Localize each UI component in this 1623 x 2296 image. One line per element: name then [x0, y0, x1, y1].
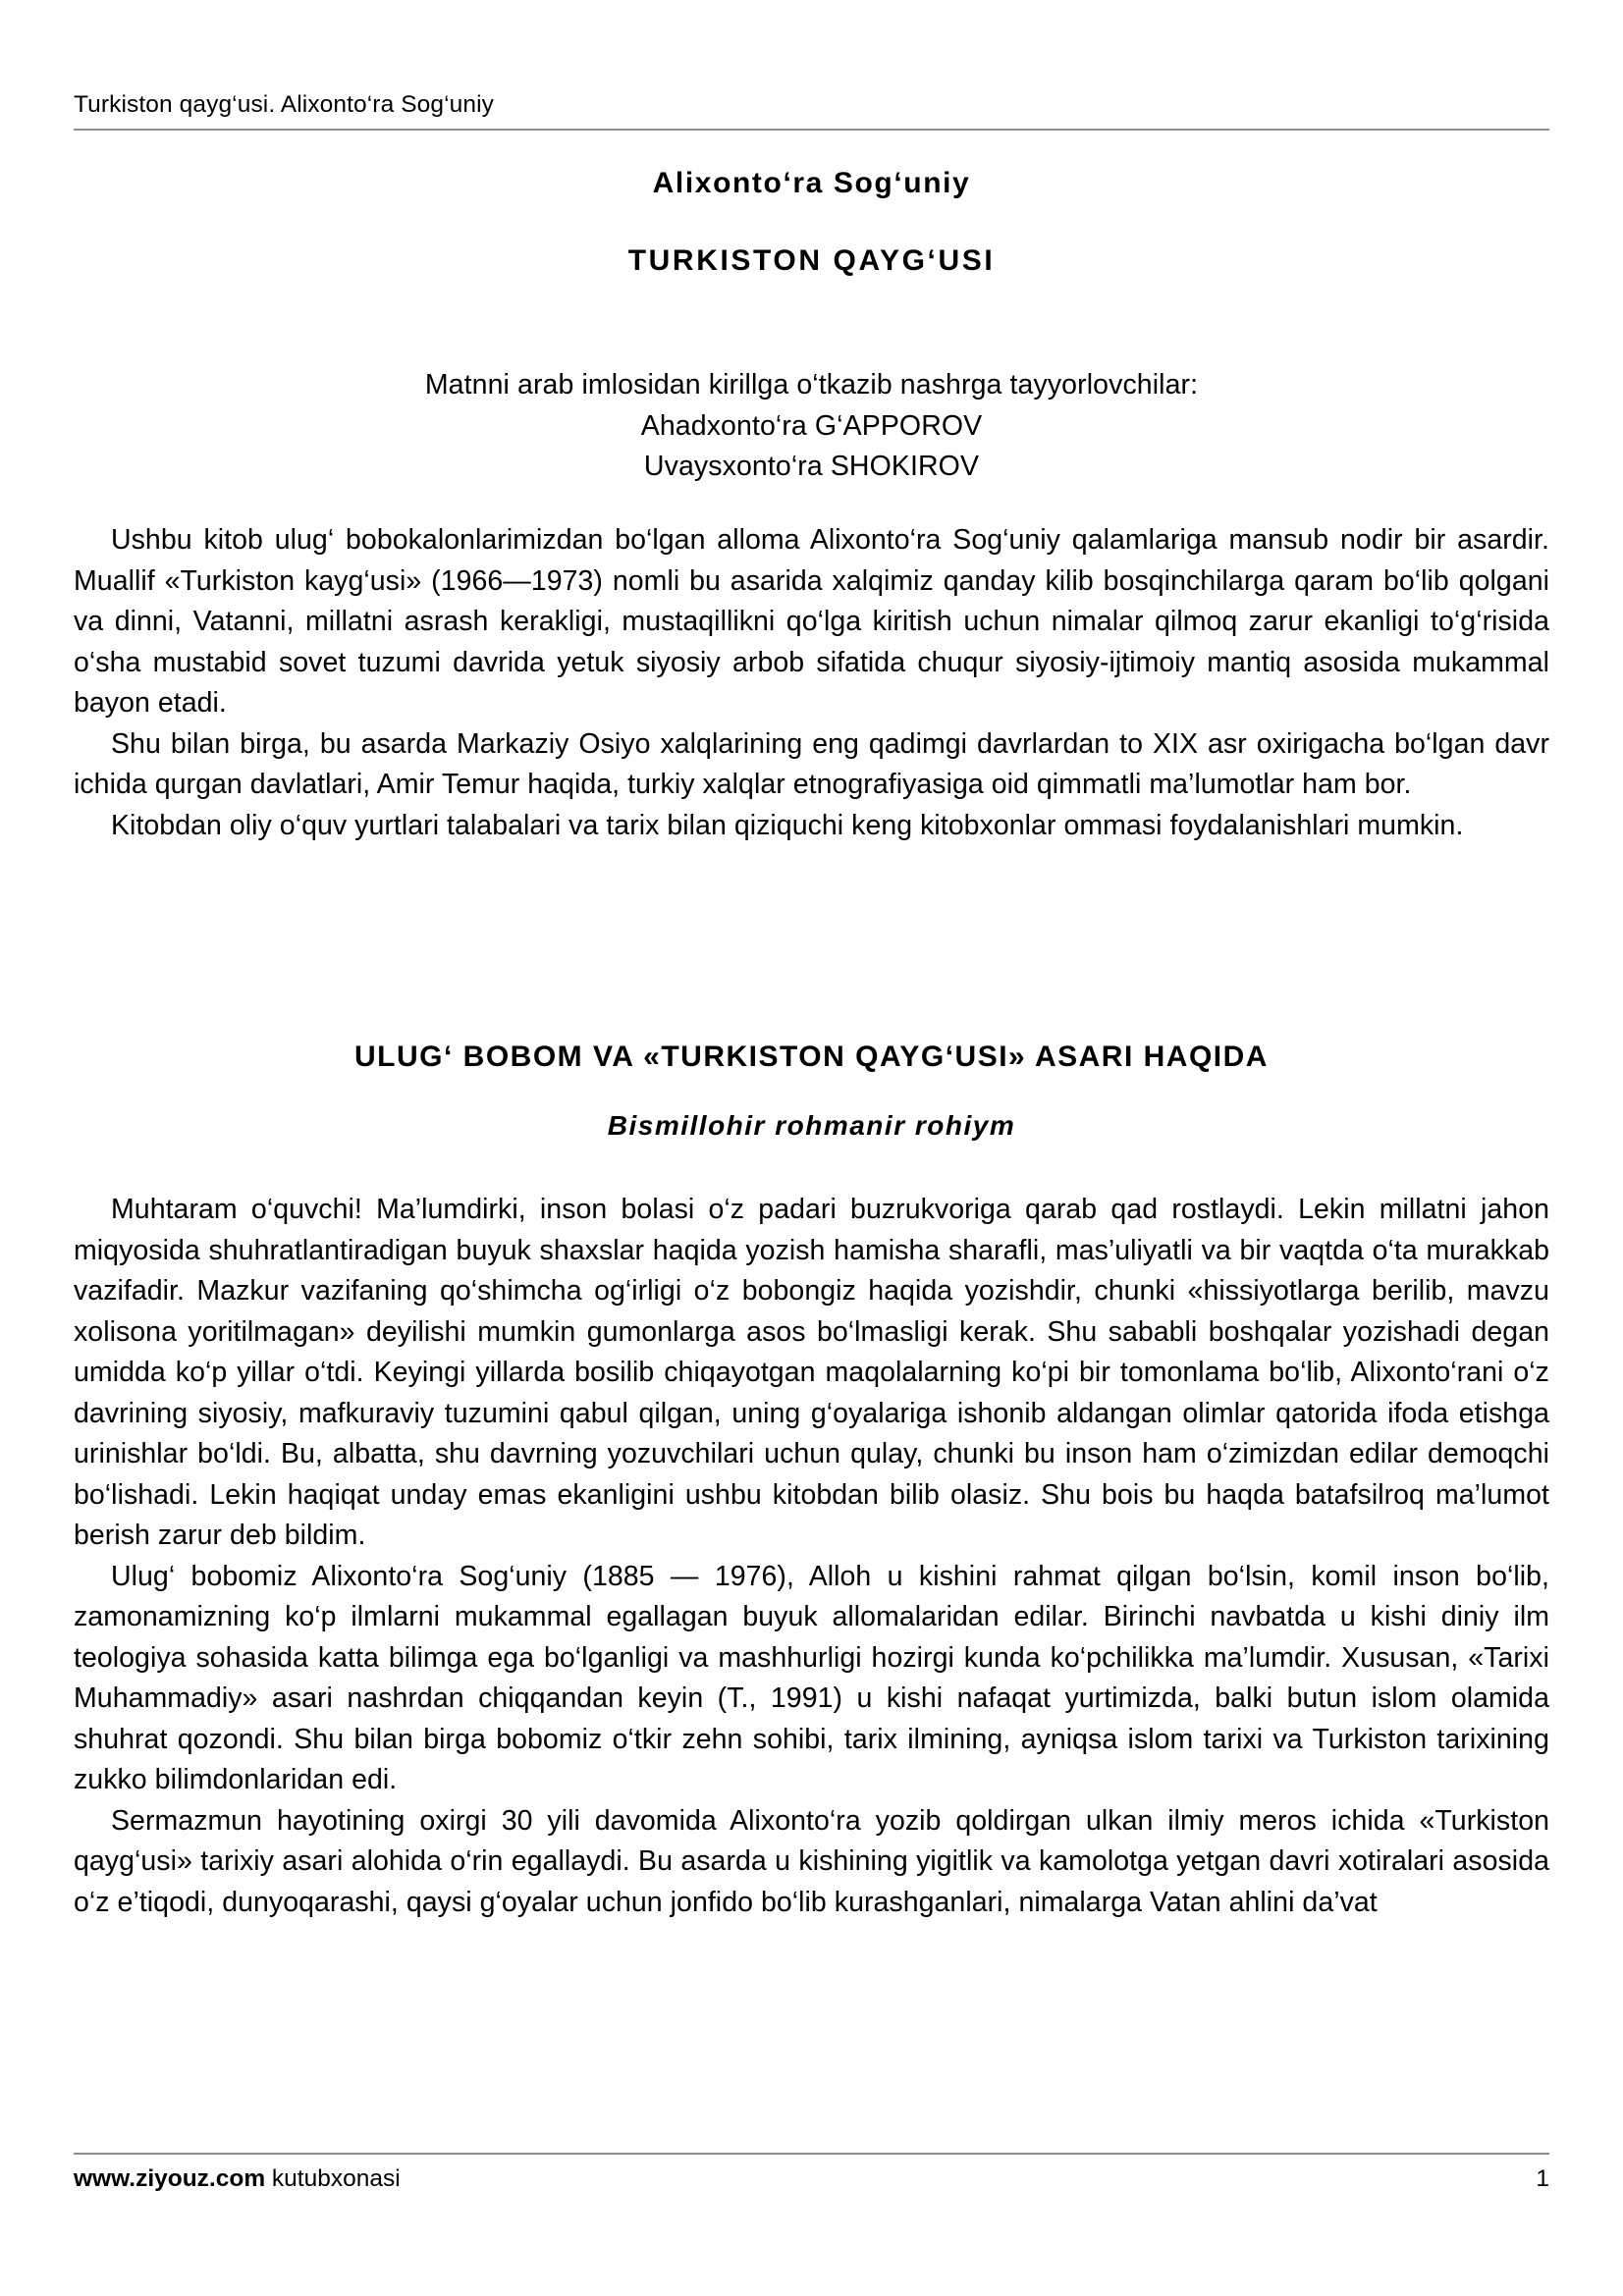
preparers-intro: Matnni arab imlosidan kirillga o‘tkazib nashrga tayyorlovchilar:: [424, 369, 1199, 400]
abstract-paragraph-3: Kitobdan oliy o‘quv yurtlari talabalari va tarix bilan qiziquchi keng kitobxonlar ommasi foydalanishlari mumkin.: [111, 809, 1464, 841]
page-number: 1: [1536, 2165, 1549, 2192]
header-divider-rule: [74, 129, 1549, 131]
basmala-line: Bismillohir rohmanir rohiym: [607, 1110, 1016, 1141]
footer-library-label: kutubxonasi: [265, 2165, 401, 2192]
page-footer: [74, 2163, 1549, 2195]
abstract-paragraph-2: Shu bilan birga, bu asarda Markaziy Osiyo xalqlarining eng qadimgi davrlardan to XIX asr oxirigacha bo‘lgan davr ichida qurgan davlatlari, Amir Temur haqida, turkiy xalqlar etnografiyasiga oid qimmatli ma’lumotlar ham bor.: [74, 727, 1549, 800]
footer-website-link[interactable]: www.ziyouz.com: [74, 2165, 266, 2192]
footer-divider-rule: [74, 2153, 1549, 2155]
section-heading: ULUG‘ BOBOM VA «TURKISTON QAYG‘USI» ASARI HAQIDA: [354, 1041, 1269, 1073]
abstract-paragraph-1: Ushbu kitob ulug‘ bobokalonlarimizdan bo‘lgan alloma Alixonto‘ra Sog‘uniy qalamlariga mansub nodir bir asardir. Muallif «Turkiston kayg‘usi» (1966—1973) nomli bu asarida xalqimiz qanday kilib bosqinchilarga qaram bo‘lib qolgani va dinni, Vatanni, millatni asrash kerakligi, mustaqillikni qo‘lga kiritish uchun nimalar qilmoq zarur ekanligi to‘g‘risida o‘sha mustabid sovet tuzumi davrida yetuk siyosiy arbob sifatida chuqur siyosiy-ijtimoiy mantiq asosida mukammal bayon etadi.: [74, 524, 1549, 719]
running-header: [74, 90, 1549, 120]
main-paragraph-3: Sermazmun hayotining oxirgi 30 yili davomida Alixonto‘ra yozib qoldirgan ulkan ilmiy meros ichida «Turkiston qayg‘usi» tarixiy asari alohida o‘rin egallaydi. Bu asarda u kishining yigitlik va kamolotga yetgan davri xotiralari asosida o‘z e’tiqodi, dunyoqarashi, qaysi g‘oyalar uchun jonfido bo‘lib kurashganlari, nimalarga Vatan ahlini da’vat: [74, 1804, 1549, 1918]
preparer-name-1: Ahadxonto‘ra G‘APPOROV: [640, 409, 983, 442]
main-paragraph-2: Ulug‘ bobomiz Alixonto‘ra Sog‘uniy (1885 — 1976), Alloh u kishini rahmat qilgan bo‘lsin, komil inson bo‘lib, zamonamizning ko‘p ilmlarni mukammal egallagan buyuk allomalaridan edilar. Birinchi navbatda u kishi diniy ilm teologiya sohasida katta bilimga ega bo‘lganligi va mashhurligi hozirgi kunda ko‘pchilikka ma’lumdir. Xususan, «Tarixi Muhammadiy» asari nashrdan chiqqandan keyin (T., 1991) u kishi nafaqat yurtimizda, balki butun islom olamida shuhrat qozondi. Shu bilan birga bobomiz o‘tkir zehn sohibi, tarix ilmining, ayniqsa islom tarixi va Turkiston tarixining zukko bilimdonlaridan edi.: [74, 1560, 1549, 1795]
footer-attribution: [74, 2163, 401, 2195]
main-body-section: [74, 1190, 1549, 1923]
preparers-block: [74, 365, 1549, 488]
running-header-text: Turkiston qayg‘usi. Alixonto‘ra Sog‘uniy: [74, 91, 494, 118]
abstract-section: [74, 520, 1549, 846]
main-paragraph-1: Muhtaram o‘quvchi! Ma’lumdirki, inson bolasi o‘z padari buzrukvoriga qarab qad rostlaydi. Lekin millatni jahon miqyosida shuhratlantiradigan buyuk shaxslar haqida yozish hamisha sharafli, mas’uliyatli va bir vaqtda o‘ta murakkab vazifadir. Mazkur vazifaning qo‘shimcha og‘irligi o‘z bobongiz haqida yozishdir, chunki «hissiyotlarga berilib, mavzu xolisona yoritilmagan» deyilishi mumkin gumonlarga asos bo‘lmasligi kerak. Shu sababli boshqalar yozishadi degan umidda ko‘p yillar o‘tdi. Keyingi yillarda bosilib chiqayotgan maqolalarning ko‘pi bir tomonlama bo‘lib, Alixonto‘rani o‘z davrining siyosiy, mafkuraviy tuzumini qabul qilgan, uning g‘oyalariga ishonib aldangan olimlar qatorida ifoda etishga urinishlar bo‘ldi. Bu, albatta, shu davrning yozuvchilari uchun qulay, chunki bu inson ham o‘zimizdan edilar demoqchi bo‘lishadi. Lekin haqiqat unday emas ekanligini ushbu kitobdan bilib olasiz. Shu bois bu haqda batafsilroq ma’lumot berish zarur deb bildim.: [74, 1194, 1549, 1551]
page-title: TURKISTON QAYG‘USI: [627, 244, 996, 277]
author-name: Alixonto‘ra Sog‘uniy: [652, 167, 971, 199]
preparer-name-2: Uvaysxonto‘ra SHOKIROV: [643, 451, 980, 482]
